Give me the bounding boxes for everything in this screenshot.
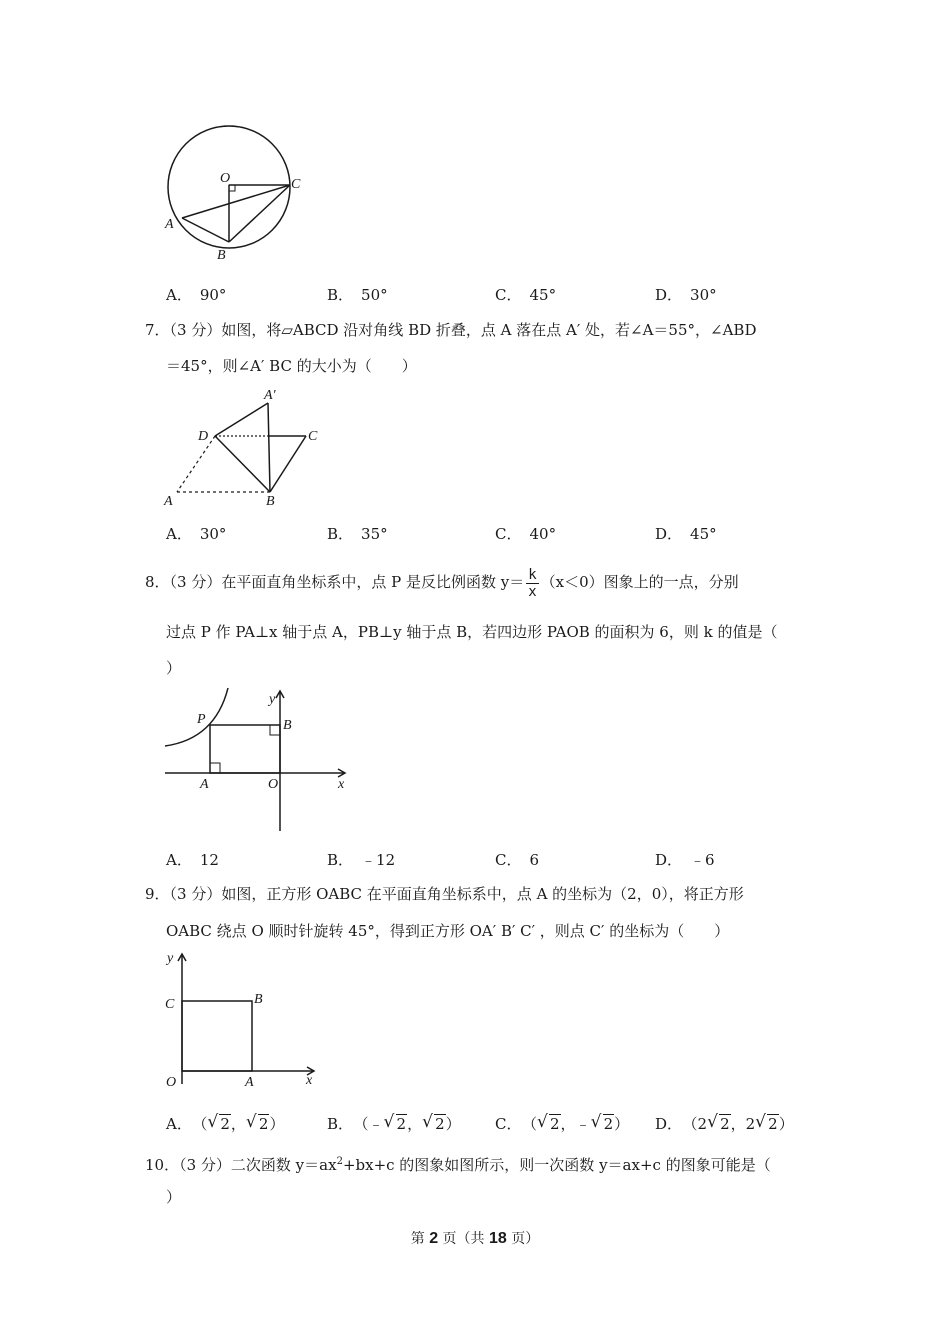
q9-label-y: y xyxy=(167,951,174,966)
q9-stem-line1: 9．（3 分）如图，正方形 OABC 在平面直角坐标系中，点 A 的坐标为（2，0），将正方形 xyxy=(145,885,744,903)
q7-label-a-prime: A′ xyxy=(264,388,276,403)
q8-fraction: $\frac{k}{x}$ xyxy=(528,566,537,600)
q10-stem-line2: ） xyxy=(166,1188,182,1206)
q8-option-c: C． 6 xyxy=(495,851,540,869)
q7-option-d: D． 45° xyxy=(655,525,717,543)
q7-label-a: A xyxy=(164,494,173,509)
q8-label-b: B xyxy=(283,718,292,733)
q6-option-c: C． 45° xyxy=(495,286,557,304)
q7-label-c: C xyxy=(308,429,318,444)
q9-option-d: D． （2 √ 2，2 √ 2） xyxy=(655,1112,794,1133)
page-total: 18 xyxy=(489,1230,507,1247)
q8-label-a: A xyxy=(200,777,209,792)
q9-label-x: x xyxy=(306,1073,313,1088)
q9-label-c: C xyxy=(165,997,175,1012)
q6-option-a: A． 90° xyxy=(166,286,227,304)
q8-label-p: P xyxy=(197,712,206,727)
q6-circle-figure xyxy=(160,118,310,268)
q8-option-a: A． 12 xyxy=(166,851,219,869)
q9-label-a: A xyxy=(245,1075,254,1090)
q8-stem-line2: 过点 P 作 PA⊥x 轴于点 A，PB⊥y 轴于点 B，若四边形 PAOB 的面积为 6，则 k 的值是（ xyxy=(166,623,778,641)
q7-stem-line1: 7．（3 分）如图，将▱ABCD 沿对角线 BD 折叠，点 A 落在点 A′ 处，若∠A＝55°，∠ABD xyxy=(145,321,757,339)
q7-option-b: B． 35° xyxy=(327,525,388,543)
q10-stem-line1: 10．（3 分）二次函数 $y=ax^2+bx+c$ 的图象如图所示，则一次函数 y＝ax+c 的图象可能是（ xyxy=(145,1156,771,1174)
q7-option-a: A． 30° xyxy=(166,525,227,543)
q8-label-y: y xyxy=(269,692,276,707)
q9-option-b: B． （﹣ √ 2， √ 2） xyxy=(327,1112,461,1133)
q9-option-c: C． （ √ 2，﹣ √ 2） xyxy=(495,1112,630,1133)
q7-label-b: B xyxy=(266,494,275,509)
q8-label-x: x xyxy=(338,777,345,792)
q6-label-b: B xyxy=(217,248,226,263)
q6-option-d: D． 30° xyxy=(655,286,717,304)
q8-stem-line1: 8．（3 分）在平面直角坐标系中，点 P 是反比例函数 y＝ $\frac{k}{x}$ （x＜0）图象上的一点，分别 xyxy=(145,566,739,600)
q6-label-c: C xyxy=(291,177,301,192)
q6-option-b: B． 50° xyxy=(327,286,388,304)
q8-label-o: O xyxy=(268,777,279,792)
q7-parallelogram-figure xyxy=(160,383,330,513)
q9-square-figure xyxy=(160,948,330,1093)
q9-label-o: O xyxy=(166,1075,177,1090)
q8-option-b: B． ﹣12 xyxy=(327,851,396,869)
q7-stem-line2: ＝45°，则∠A′ BC 的大小为（ ） xyxy=(166,357,417,375)
q9-label-b: B xyxy=(254,992,263,1007)
q7-label-d: D xyxy=(198,429,209,444)
q8-stem-line3: ） xyxy=(166,659,182,677)
q6-label-o: O xyxy=(220,171,231,186)
q7-option-c: C． 40° xyxy=(495,525,557,543)
q9-option-a: A． （ √ 2， √ 2） xyxy=(166,1112,285,1133)
q8-option-d: D． ﹣6 xyxy=(655,851,715,869)
q6-label-a: A xyxy=(165,217,174,232)
q9-stem-line2: OABC 绕点 O 顺时针旋转 45°，得到正方形 OA′ B′ C′ ，则点 C′ 的坐标为（ ） xyxy=(166,922,730,940)
page-number: 2 xyxy=(429,1230,439,1247)
q8-hyperbola-figure xyxy=(160,685,360,835)
page-footer: 第 2 页（共 18 页） xyxy=(410,1230,540,1247)
